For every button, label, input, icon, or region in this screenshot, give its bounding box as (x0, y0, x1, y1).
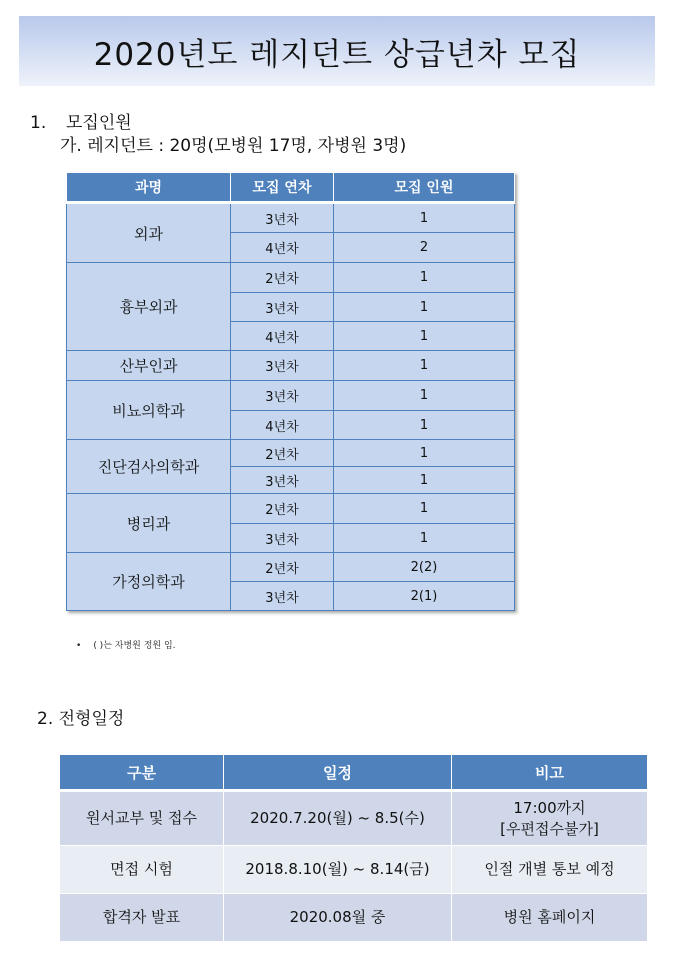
table-row (67, 494, 515, 524)
dept-cell: 흉부외과 (67, 263, 231, 351)
section1-heading (30, 108, 132, 133)
title-banner (19, 16, 655, 86)
year-cell: 2년차 (231, 494, 334, 524)
year-cell: 4년차 (231, 233, 334, 263)
year-cell: 2년차 (231, 263, 334, 293)
count-cell: 2(1) (334, 582, 515, 611)
year-cell: 3년차 (231, 381, 334, 411)
footnote-text: ( )는 자병원 정원 임. (93, 641, 176, 651)
section2-heading: 2. 전형일정 (37, 709, 125, 729)
dept-cell: 가정의학과 (67, 553, 231, 611)
footnote (76, 638, 176, 651)
header-dept: 과명 (67, 173, 231, 203)
year-cell: 3년차 (231, 582, 334, 611)
section1-subtitle: 가. 레지던트 : 20명(모병원 17명, 자병원 3명) (60, 136, 407, 156)
count-cell: 1 (334, 524, 515, 553)
note-cell: 병원 홈페이지 (452, 894, 648, 942)
dept-cell: 진단검사의학과 (67, 440, 231, 494)
count-cell: 1 (334, 351, 515, 381)
year-cell: 3년차 (231, 293, 334, 322)
table-row (67, 351, 515, 381)
section1-heading-text: 모집인원 (66, 113, 132, 133)
table-row (67, 263, 515, 293)
dept-cell: 비뇨의학과 (67, 381, 231, 440)
section1-number: 1. (30, 113, 47, 133)
count-cell: 1 (334, 494, 515, 524)
count-cell: 1 (334, 263, 515, 293)
year-cell: 2년차 (231, 553, 334, 582)
year-cell: 2년차 (231, 440, 334, 467)
count-cell: 1 (334, 467, 515, 494)
header-schedule: 일정 (224, 755, 452, 791)
year-cell: 3년차 (231, 524, 334, 553)
count-cell: 1 (334, 411, 515, 440)
recruitment-table (66, 172, 515, 611)
year-cell: 3년차 (231, 351, 334, 381)
table-row (67, 440, 515, 467)
year-cell: 3년차 (231, 467, 334, 494)
table-row (67, 203, 515, 233)
count-cell: 2(2) (334, 553, 515, 582)
count-cell: 1 (334, 322, 515, 351)
category-cell: 원서교부 및 접수 (60, 791, 224, 846)
year-cell: 4년차 (231, 411, 334, 440)
table-row (67, 381, 515, 411)
header-year: 모집 연차 (231, 173, 334, 203)
schedule-cell: 2018.8.10(월) ~ 8.14(금) (224, 846, 452, 894)
table-row (60, 894, 648, 942)
schedule-cell: 2020.08월 중 (224, 894, 452, 942)
count-cell: 1 (334, 203, 515, 233)
bullet-icon: • (76, 641, 82, 651)
dept-cell: 외과 (67, 203, 231, 263)
table-row (60, 846, 648, 894)
page-title: 2020년도 레지던트 상급년차 모집 (93, 36, 581, 73)
count-cell: 1 (334, 381, 515, 411)
dept-cell: 산부인과 (67, 351, 231, 381)
table-row (67, 553, 515, 582)
schedule-table (59, 754, 648, 942)
note-cell (452, 791, 648, 846)
count-cell: 2 (334, 233, 515, 263)
note-cell: 인절 개별 통보 예정 (452, 846, 648, 894)
table-row (60, 791, 648, 846)
category-cell: 면접 시험 (60, 846, 224, 894)
header-category: 구분 (60, 755, 224, 791)
header-count: 모집 인원 (334, 173, 515, 203)
category-cell: 합격자 발표 (60, 894, 224, 942)
count-cell: 1 (334, 440, 515, 467)
note-line: 17:00까지 (513, 799, 586, 818)
table-header-row (60, 755, 648, 791)
table-header-row (67, 173, 515, 203)
year-cell: 4년차 (231, 322, 334, 351)
dept-cell: 병리과 (67, 494, 231, 553)
schedule-cell: 2020.7.20(월) ~ 8.5(수) (224, 791, 452, 846)
year-cell: 3년차 (231, 203, 334, 233)
header-note: 비고 (452, 755, 648, 791)
note-line: [우편접수불가] (500, 819, 599, 838)
count-cell: 1 (334, 293, 515, 322)
